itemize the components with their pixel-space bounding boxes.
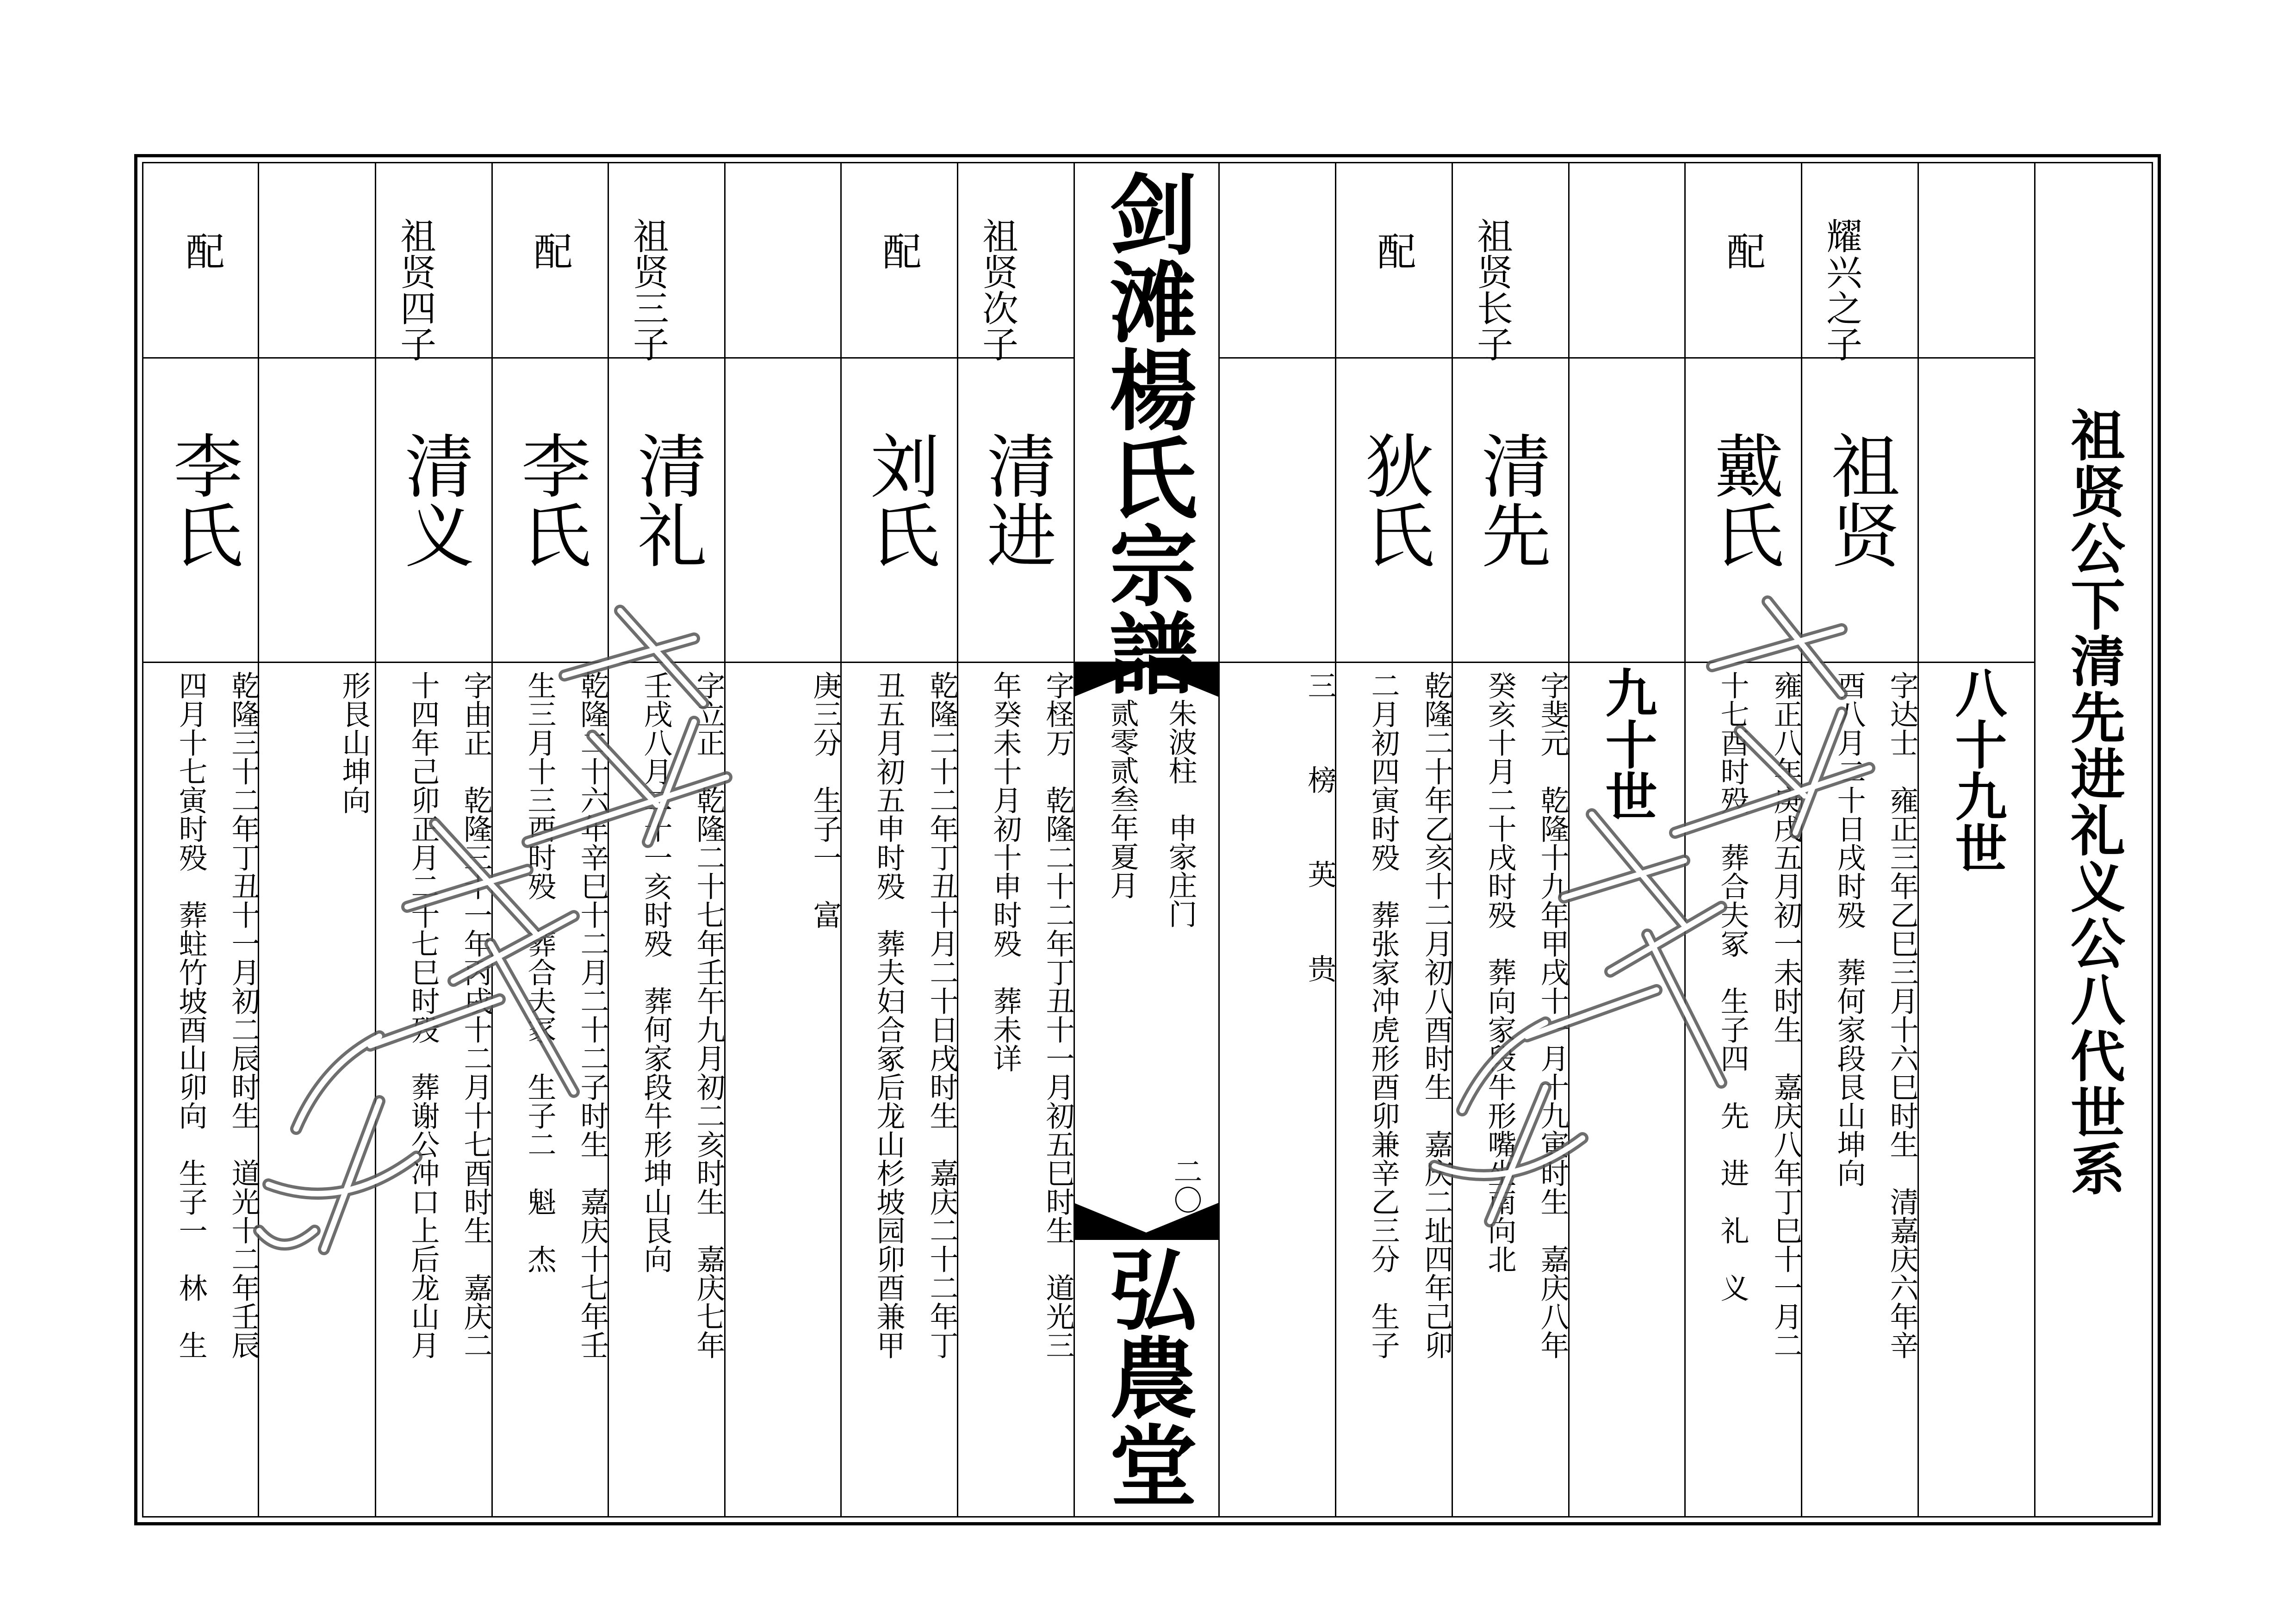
col-liushi-text-2: 丑五月初五申时殁 葬夫妇合冢后龙山杉坡园卯酉兼甲	[872, 671, 906, 1359]
col-dishi-label: 配	[1371, 231, 1416, 270]
col-liushi-label: 配	[876, 231, 922, 270]
col-liushi-name: 刘氏	[858, 430, 939, 569]
col-lishi2-text-1: 乾隆三十二年丁丑十一月初二辰时生 道光十二年壬辰	[227, 671, 261, 1359]
col-daishi-text-1: 雍正八年庚戌五月初一未时生 嘉庆八年丁巳十一月二	[1769, 671, 1803, 1359]
col-qingli-text-1: 字立正 乾隆二十七年壬午九月初二亥时生 嘉庆七年	[692, 671, 726, 1359]
col-qingxian-sons: 三 榜 英 贵	[1303, 671, 1337, 1001]
col-lishi1-label: 配	[527, 231, 573, 270]
col-qingyi-name: 清义	[393, 430, 473, 569]
col-dishi-name: 狄氏	[1353, 430, 1433, 569]
col-daishi-label: 配	[1720, 231, 1766, 270]
generation-89: 八十九世	[1947, 666, 2007, 873]
spine-editor: 朱波柱 申家庄门	[1164, 699, 1198, 928]
col-qingli-label: 祖贤三子	[627, 217, 669, 362]
generation-90: 九十世	[1597, 666, 1657, 822]
col-lishi1-text-1: 乾隆二十六年辛巳十二月二十二子时生 嘉庆十七年壬	[576, 671, 609, 1359]
col-qingxian-label: 祖贤长子	[1471, 217, 1513, 362]
col-qingjin-label: 祖贤次子	[976, 217, 1018, 362]
col-lishi2-name: 李氏	[161, 430, 242, 569]
col-qingxian-text-2: 癸亥十月二十戌时殁 葬向家段牛形嘴坐南向北	[1483, 671, 1517, 1273]
spine-date: 贰零贰叁年夏月	[1105, 699, 1139, 899]
col-liushi-text-1: 乾隆二十二年丁丑十月二十日戌时生 嘉庆二十二年丁	[925, 671, 959, 1359]
divider	[2034, 162, 2035, 1518]
col-zuxian-label: 耀兴之子	[1820, 217, 1862, 362]
col-zuxian-name: 祖贤	[1819, 430, 1899, 569]
col-lishi1-text-2: 生三月十三酉时殁 葬合夫冢 生子二 魁 杰	[523, 671, 557, 1273]
col-lishi2-label: 配	[180, 231, 225, 270]
col-liushi-cont: 庚三分 生子一 富	[808, 671, 842, 929]
col-qingxian-name: 清先	[1470, 430, 1550, 569]
page-title: 祖贤公下清先进礼义公八代世系	[2061, 407, 2126, 1197]
col-qingyi-cont: 形艮山坤向	[337, 671, 371, 814]
col-zuxian-text-2: 酉八月二十日戌时殁 葬何家段艮山坤向	[1832, 671, 1866, 1187]
col-daishi-text-2: 十七酉时殁 葬合夫冢 生子四 先 进 礼 义	[1716, 671, 1750, 1302]
col-qingyi-text-1: 字由正 乾隆三十一年丙戌十二月十七酉时生 嘉庆二	[459, 671, 493, 1359]
row-divider	[1218, 357, 2034, 359]
page-number: 二〇	[1169, 1157, 1203, 1214]
col-zuxian-text-1: 字达士 雍正三年乙巳三月十六巳时生 清嘉庆六年辛	[1885, 671, 1919, 1359]
col-qingyi-label: 祖贤四子	[394, 217, 436, 362]
col-daishi-name: 戴氏	[1702, 430, 1783, 569]
spine-title-top: 剑滩楊氏宗譜	[1095, 169, 1198, 696]
col-qingjin-name: 清进	[975, 430, 1055, 569]
col-qingjin-text-2: 年癸未十月初十申时殁 葬未详	[988, 671, 1022, 1072]
col-lishi1-name: 李氏	[509, 430, 590, 569]
row-divider	[142, 357, 1074, 359]
watermark-signature-left	[241, 583, 842, 1277]
col-qingli-name: 清礼	[626, 430, 706, 569]
watermark-signature-right	[1416, 583, 1971, 1231]
col-qingjin-text-1: 字柽万 乾隆二十二年丁丑十一月初五巳时生 道光三	[1041, 671, 1075, 1359]
col-dishi-text-2: 二月初四寅时殁 葬张家冲虎形酉卯兼辛乙三分 生子	[1366, 671, 1400, 1359]
col-qingyi-text-2: 十四年己卯正月二十七巳时殁 葬谢公冲口上后龙山月	[406, 671, 440, 1359]
spine-title-bottom: 弘農堂	[1095, 1245, 1198, 1508]
col-qingli-text-2: 壬戌八月二十一亥时殁 葬何家段牛形坤山艮向	[639, 671, 673, 1273]
col-dishi-text-1: 乾隆二十年乙亥十二月初八酉时生 嘉庆二址四年己卯	[1420, 671, 1453, 1359]
col-qingxian-text-1: 字斐元 乾隆十九年甲戌十一月十九寅时生 嘉庆八年	[1536, 671, 1570, 1359]
col-lishi2-text-2: 四月十七寅时殁 葬蛀竹坡酉山卯向 生子一 林 生	[174, 671, 208, 1359]
divider	[1218, 162, 1220, 1518]
